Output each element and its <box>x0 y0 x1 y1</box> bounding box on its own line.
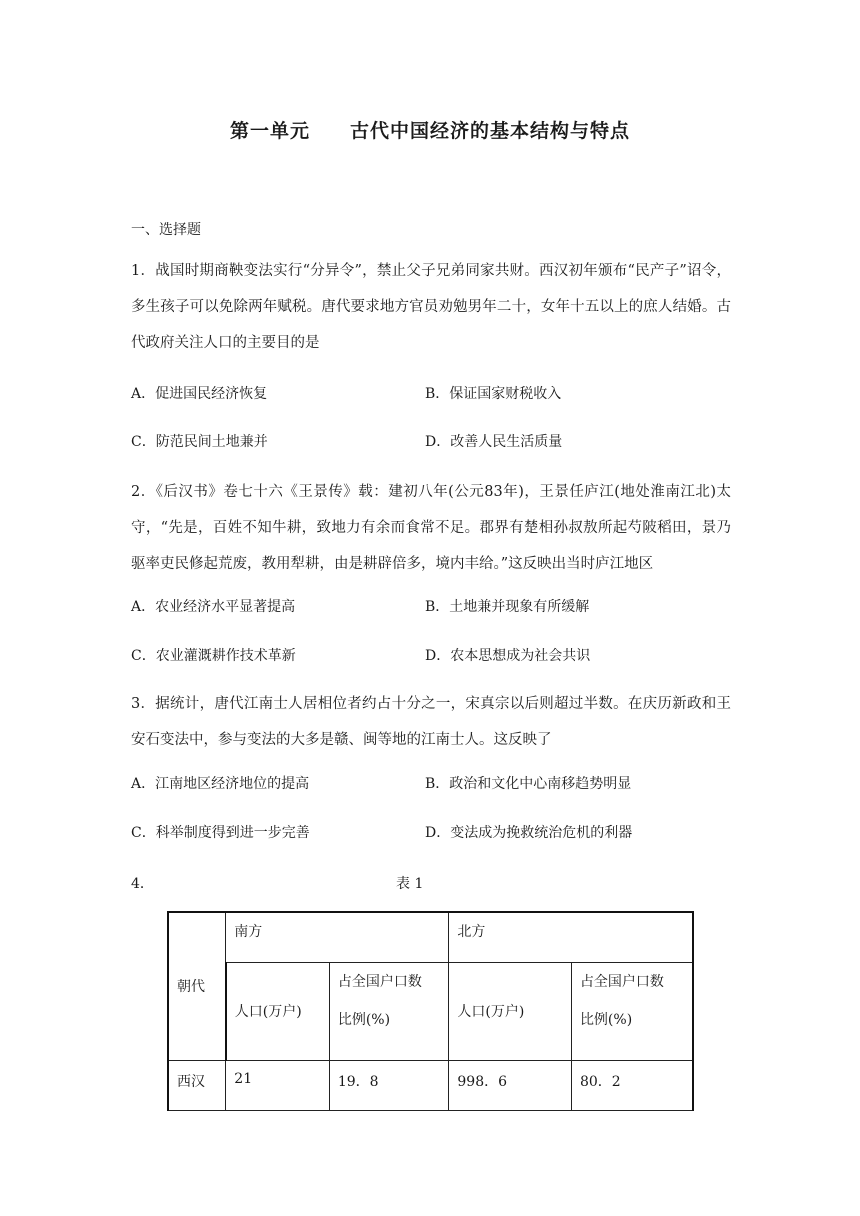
north-header: 北方 <box>449 912 693 962</box>
row-south-percent: 19．8 <box>329 1060 449 1110</box>
south-percent-header-line2: 比例(%) <box>337 1011 391 1028</box>
row-north-percent: 80．2 <box>571 1060 693 1110</box>
south-percent-header-line1: 占全国户口数 <box>337 973 422 990</box>
north-percent-header <box>571 962 693 1060</box>
north-population-header: 人口(万户) <box>449 962 572 1060</box>
question-2-option-c[interactable]: C．农业灌溉耕作技术革新 <box>131 648 296 664</box>
question-1-stem: 1．战国时期商鞅变法实行“分异令”，禁止父子兄弟同家共财。西汉初年颁布“民产子”诏令，多生孩子可以免除两年赋税。唐代要求地方官员劝勉男年二十，女年十五以上的庶人结婚。古代政府关注人口的主要目的是 <box>131 263 731 351</box>
question-3-option-a[interactable]: A．江南地区经济地位的提高 <box>131 776 310 792</box>
south-population-header: 人口(万户) <box>226 962 330 1060</box>
question-3-stem: 3．据统计，唐代江南士人居相位者约占十分之一，宋真宗以后则超过半数。在庆历新政和王安石变法中，参与变法的大多是赣、闽等地的江南士人。这反映了 <box>131 696 731 748</box>
question-2-option-b[interactable]: B．土地兼并现象有所缓解 <box>425 599 590 615</box>
page-title: 第一单元 古代中国经济的基本结构与特点 <box>229 120 630 142</box>
population-table <box>167 911 694 1111</box>
question-2-stem: 2．《后汉书》卷七十六《王景传》载：建初八年(公元83年)，王景任庐江(地处淮南江北)太守，“先是，百姓不知牛耕，致地力有余而食常不足。郡界有楚相孙叔敖所起芍陂稻田，景乃驱率吏民修起荒废，教用犁耕，由是耕辟倍多，境内丰给。”这反映出当时庐江地区 <box>131 484 731 572</box>
question-3-option-d[interactable]: D．变法成为挽救统治危机的利器 <box>425 825 633 841</box>
north-percent-header-line2: 比例(%) <box>579 1011 633 1028</box>
question-1-option-b[interactable]: B．保证国家财税收入 <box>425 386 562 402</box>
row-south-population: 21 <box>226 1060 330 1110</box>
north-percent-header-line1: 占全国户口数 <box>579 973 664 990</box>
question-2-option-a[interactable]: A．农业经济水平显著提高 <box>131 599 296 615</box>
question-3-option-b[interactable]: B．政治和文化中心南移趋势明显 <box>425 776 632 792</box>
question-1-option-d[interactable]: D．改善人民生活质量 <box>425 434 563 450</box>
row-north-population: 998．6 <box>449 1060 572 1110</box>
question-1-option-c[interactable]: C．防范民间土地兼并 <box>131 434 268 450</box>
question-2-option-d[interactable]: D．农本思想成为社会共识 <box>425 648 591 664</box>
question-1-option-a[interactable]: A．促进国民经济恢复 <box>131 386 268 402</box>
question-4-number: 4． <box>131 876 154 892</box>
section-heading: 一、选择题 <box>131 222 201 238</box>
south-percent-header <box>329 962 449 1060</box>
question-3-option-c[interactable]: C．科举制度得到进一步完善 <box>131 825 310 841</box>
dynasty-header: 朝代 <box>168 912 226 1060</box>
table-caption: 表 1 <box>396 876 424 892</box>
south-header: 南方 <box>226 912 449 962</box>
table-row <box>168 1060 693 1110</box>
row-dynasty: 西汉 <box>168 1060 226 1110</box>
